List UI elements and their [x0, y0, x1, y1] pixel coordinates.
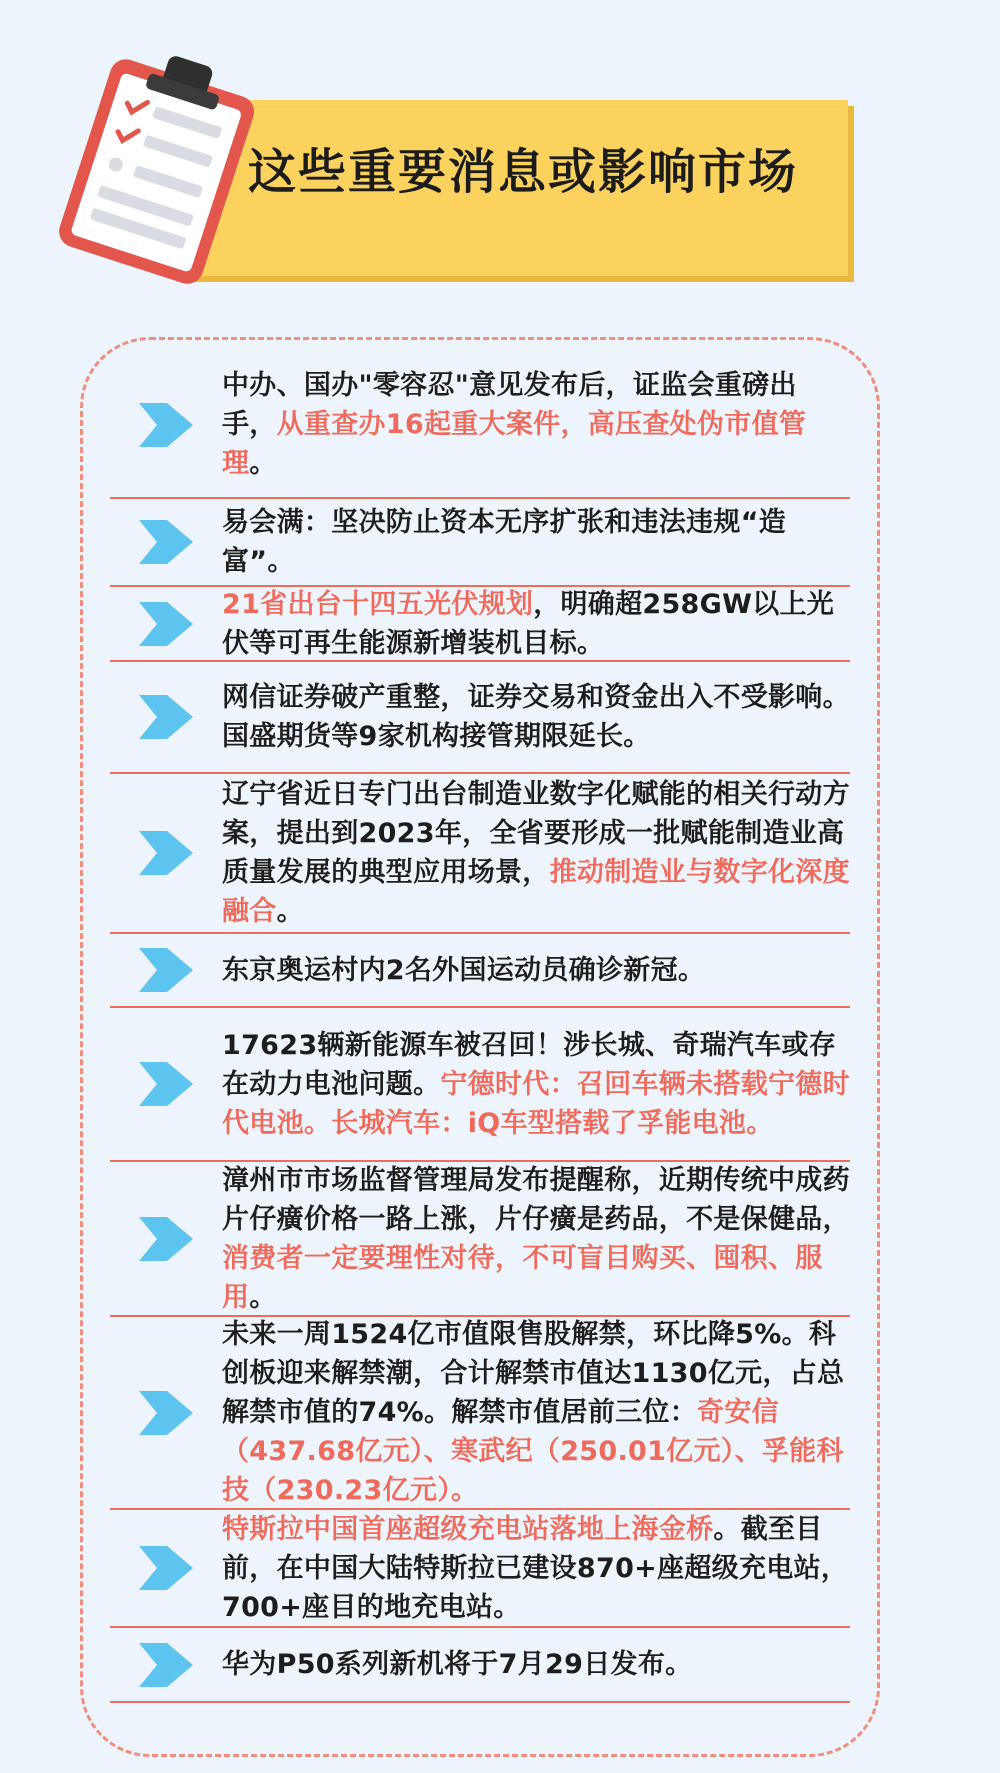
page-title: 这些重要消息或影响市场: [248, 144, 799, 200]
news-item: [110, 662, 850, 774]
highlight-text: 消费者一定要理性对待，不可盲目购买、囤积、服用: [222, 1242, 823, 1313]
news-item-text: [222, 1645, 850, 1684]
body-text: 未来一周1524亿市值限售股解禁，环比降5%。科创板迎来解禁潮，合计解禁市值达1130亿元，占总解禁市值的74%。解禁市值居前三位：: [222, 1319, 845, 1428]
highlight-text: 21省出台十四五光伏规划: [222, 588, 534, 620]
highlight-text: 特斯拉中国首座超级充电站落地上海金桥: [222, 1513, 714, 1545]
body-text: 华为P50系列新机将于7月29日发布。: [222, 1649, 693, 1680]
body-text: 辽宁省近日专门出台制造业数字化赋能的相关行动方案，提出到2023年，全省要形成一批赋能制造业高质量发展的典型应用场景，: [222, 779, 850, 888]
highlight-text: 宁德时代：召回车辆未搭载宁德时代电池。长城汽车：iQ车型搭载了孚能电池。: [222, 1068, 850, 1139]
body-text: 17623辆新能源车被召回！涉长城、奇瑞汽车或存在动力电池问题。: [222, 1029, 837, 1100]
news-item-text: [222, 1315, 850, 1510]
arrow-right-icon: [137, 1058, 195, 1110]
news-item-text: [222, 775, 850, 931]
news-item: [110, 1317, 850, 1510]
body-text: 。截至目前，在中国大陆特斯拉已建设870+座超级充电站，700+座目的地充电站。: [222, 1513, 849, 1623]
arrow-right-icon: [137, 1639, 195, 1691]
arrow-right-icon: [137, 1387, 195, 1439]
body-text: 。: [249, 1281, 277, 1313]
news-item-text: [222, 1510, 850, 1627]
news-list: [110, 352, 850, 1703]
news-item: [110, 499, 850, 587]
news-item-text: [222, 366, 850, 483]
news-item-text: [222, 1026, 850, 1143]
news-item: [110, 352, 850, 499]
arrow-right-icon: [137, 827, 195, 879]
news-item: [110, 1628, 850, 1703]
news-item-text: [222, 585, 850, 663]
arrow-right-icon: [137, 516, 195, 568]
arrow-right-icon: [137, 598, 195, 650]
arrow-right-icon: [137, 1213, 195, 1265]
body-text: 。: [249, 448, 277, 479]
news-item: [110, 774, 850, 934]
news-item: [110, 587, 850, 662]
arrow-right-icon: [137, 944, 195, 996]
arrow-right-icon: [137, 399, 195, 451]
clipboard-checklist-icon: [50, 45, 260, 290]
body-text: 漳州市市场监督管理局发布提醒称，近期传统中成药片仔癀价格一路上涨，片仔癀是药品，不是保健品，: [222, 1164, 850, 1235]
news-item-text: [222, 951, 850, 990]
news-item-text: [222, 678, 850, 756]
highlight-text: 奇安信（437.68亿元）、寒武纪（250.01亿元）、孚能科技（230.23亿元）。: [222, 1397, 844, 1506]
news-item: [110, 1510, 850, 1628]
highlight-text: 从重查办16起重大案件，高压查处伪市值管理: [222, 409, 807, 479]
body-text: 东京奥运村内2名外国运动员确诊新冠。: [222, 954, 706, 986]
arrow-right-icon: [137, 1542, 195, 1594]
body-text: ，明确超258GW以上光伏等可再生能源新增装机目标。: [222, 588, 835, 659]
news-item: [110, 1008, 850, 1162]
news-item: [110, 1162, 850, 1317]
body-text: 网信证券破产重整，证券交易和资金出入不受影响。国盛期货等9家机构接管期限延长。: [222, 682, 850, 752]
body-text: 易会满：坚决防止资本无序扩张和违法违规“造富”。: [222, 507, 787, 577]
body-text: 中办、国办"零容忍"意见发布后，证监会重磅出手，: [222, 370, 797, 440]
arrow-right-icon: [137, 691, 195, 743]
news-item-text: [222, 1161, 850, 1317]
highlight-text: 推动制造业与数字化深度融合: [222, 857, 850, 927]
news-item-text: [222, 503, 850, 581]
news-item: [110, 934, 850, 1008]
body-text: 。: [276, 896, 304, 927]
